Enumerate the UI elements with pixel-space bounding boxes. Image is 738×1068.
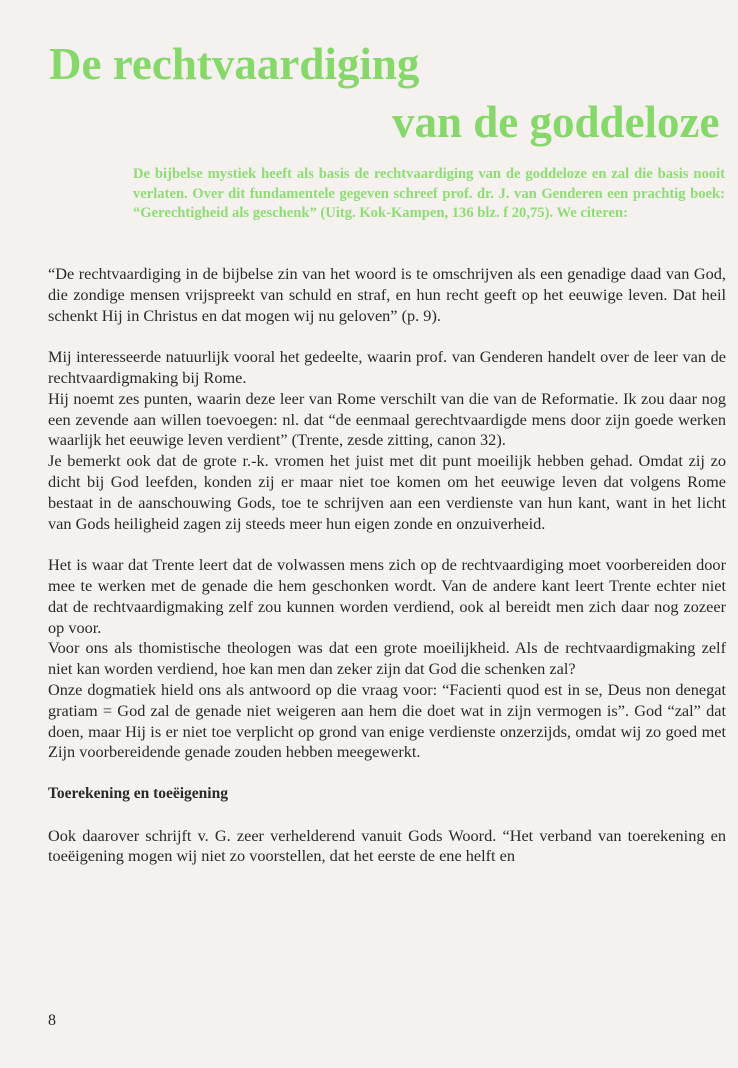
paragraph: Het is waar dat Trente leert dat de volwassen mens zich op de rechtvaardiging moet voorbereiden door mee te werken met de genade die hem geschonken wordt. Van de andere kant leert Trente echter niet dat de rechtvaardigmaking zelf zou kunnen worden verdiend, ook al bereidt men zich daar nog zozeer op voor.: [48, 555, 726, 637]
title-line-1: De rechtvaardiging: [49, 39, 420, 89]
paragraph: Mij interesseerde natuurlijk vooral het gedeelte, waarin prof. van Genderen handelt over de leer van de rechtvaardigmaking bij Rome.: [48, 347, 726, 387]
section-heading: Toerekening en toeëigening: [48, 784, 228, 802]
paragraph: Onze dogmatiek hield ons als antwoord op die vraag voor: “Facienti quod est in se, Deus non denegat gratiam = God zal de genade niet weigeren aan hem die doet wat in zijn vermogen is”. God “zal” dat doen, maar Hij is er niet toe verplicht op grond van enige verdienste onzerzijds, omdat wij zo goed met Zijn voorbereidende genade zouden hebben meegewerkt.: [48, 679, 726, 762]
paragraph: Je bemerkt ook dat de grote r.-k. vromen het juist met dit punt moeilijk hebben gehad. Omdat zij zo dicht bij God leefden, konden zij er maar niet toe komen om het eeuwige leven dat volgens Rome bestaat in de aanschouwing Gods, toe te schrijven aan een verdienste van hun kant, want in het licht van Gods heiligheid zagen zij steeds meer hun eigen zonde en onzuiverheid.: [48, 451, 726, 533]
paragraph: Hij noemt zes punten, waarin deze leer van Rome verschilt van die van de Reformatie. Ik zou daar nog een zevende aan willen toevoegen: nl. dat “de eenmaal gerechtvaardigde mens door zijn goede werken waarlijk het eeuwige leven verdient” (Trente, zesde zitting, canon 32).: [48, 388, 726, 450]
intro-paragraph: De bijbelse mystiek heeft als basis de rechtvaardiging van de goddeloze en zal die basis nooit verlaten. Over dit fundamentele gegeven schreef prof. dr. J. van Genderen een prachtig boek: “Gerechtigheid als geschenk” (Uitg. Kok-Kampen, 136 blz. f 20,75). We citeren:: [133, 166, 725, 222]
paragraph-quote: “De rechtvaardiging in de bijbelse zin van het woord is te omschrijven als een genadige daad van God, die zondige mensen vrijspreekt van schuld en straf, en hun recht geeft op het eeuwige leven. Dat heil schenkt Hij in Christus en dat mogen wij nu geloven” (p. 9).: [48, 264, 726, 325]
paragraph: Ook daarover schrijft v. G. zeer verhelderend vanuit Gods Woord. “Het verband van toerekening en toeëigening mogen wij niet zo voorstellen, dat het eerste de ene helft en: [48, 825, 726, 866]
article-body: [48, 264, 726, 867]
paragraph: Voor ons als thomistische theologen was dat een grote moeilijkheid. Als de rechtvaardigmaking zelf niet kan worden verdiend, hoe kan men dan zeker zijn dat God die schenken zal?: [48, 638, 726, 679]
page-number: 8: [48, 1012, 56, 1029]
title-line-2: van de goddeloze: [392, 97, 720, 147]
